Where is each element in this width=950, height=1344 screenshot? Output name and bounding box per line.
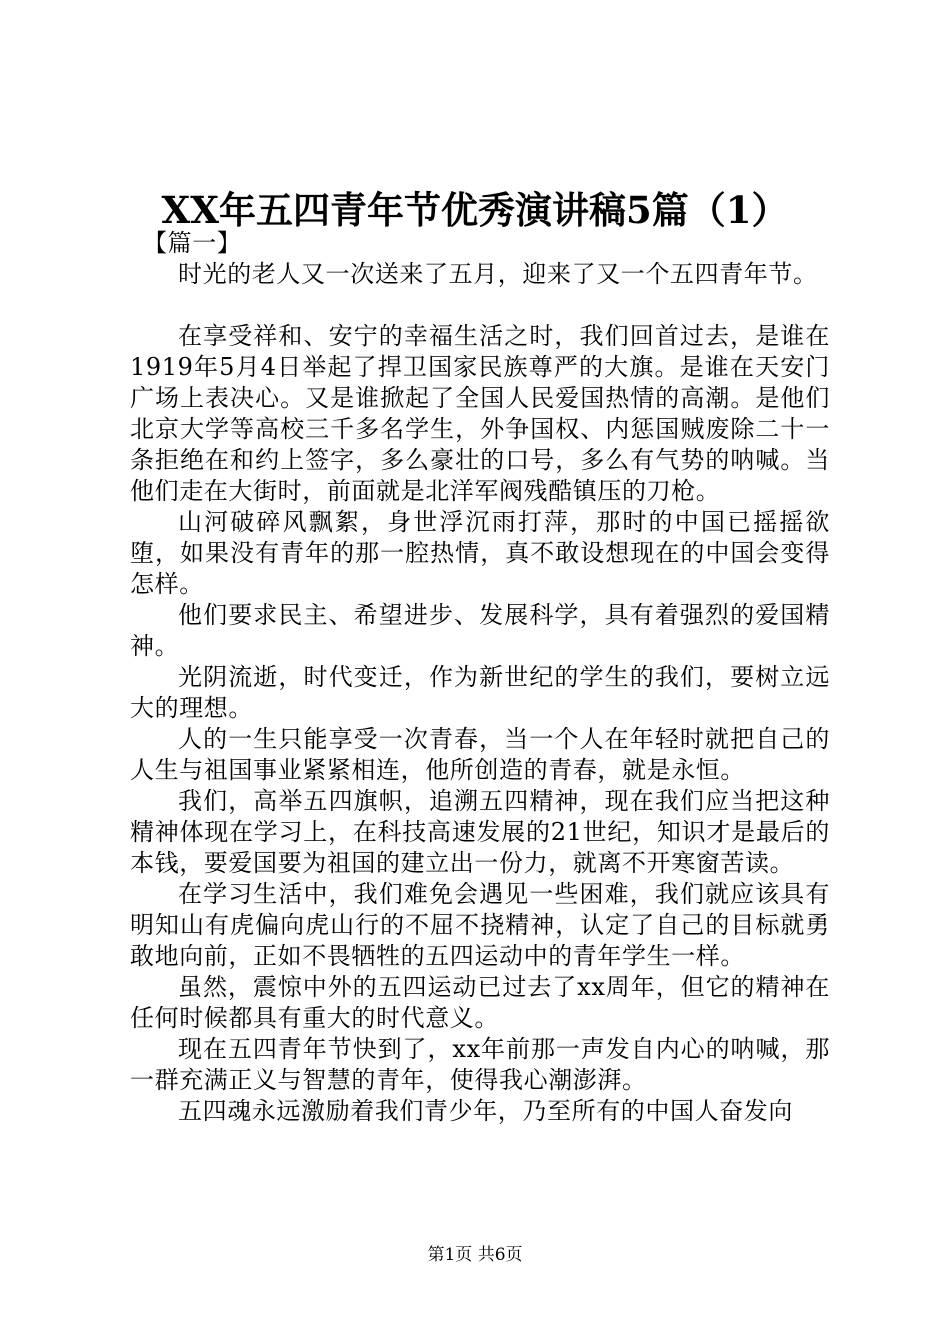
paragraph-7: 我们，高举五四旗帜，追溯五四精神，现在我们应当把这种精神体现在学习上，在科技高速发展的21世纪，知识才是最后的本钱，要爱国要为祖国的建立出一份力，就离不开寒窗苦读。 <box>130 787 830 877</box>
document-title: XX年五四青年节优秀演讲稿5篇（1） <box>161 188 789 232</box>
paragraph-10: 现在五四青年节快到了，xx年前那一声发自内心的呐喊，那一群充满正义与智慧的青年，使得我心潮澎湃。 <box>130 1035 830 1094</box>
paragraph-5: 光阴流逝，时代变迁，作为新世纪的学生的我们，要树立远大的理想。 <box>130 663 830 722</box>
page-indicator: 第1页 共6页 <box>427 1245 523 1265</box>
paragraph-9: 虽然，震惊中外的五四运动已过去了xx周年，但它的精神在任何时候都具有重大的时代意义。 <box>130 973 830 1032</box>
paragraph-spacer <box>130 290 830 321</box>
section-label: 【篇一】 <box>143 229 242 257</box>
page-footer <box>0 1244 950 1266</box>
paragraph-2: 在享受祥和、安宁的幸福生活之时，我们回首过去，是谁在1919年5月4日举起了捍卫国家民族尊严的大旗。是谁在天安门广场上表决心。又是谁掀起了全国人民爱国热情的高潮。是他们北京大学等高校三千多名学生，外争国权、内惩国贼废除二十一条拒绝在和约上签字，多么豪壮的口号，多么有气势的呐喊。当他们走在大街时，前面就是北洋军阀残酷镇压的刀枪。 <box>130 322 830 505</box>
paragraph-3: 山河破碎风飘絮，身世浮沉雨打萍，那时的中国已摇摇欲堕，如果没有青年的那一腔热情，真不敢设想现在的中国会变得怎样。 <box>130 508 830 598</box>
document-body <box>130 228 830 1127</box>
paragraph-11: 五四魂永远激励着我们青少年，乃至所有的中国人奋发向 <box>178 1097 793 1125</box>
paragraph-4: 他们要求民主、希望进步、发展科学，具有着强烈的爱国精神。 <box>130 601 830 660</box>
paragraph-1: 时光的老人又一次送来了五月，迎来了又一个五四青年节。 <box>178 260 818 288</box>
paragraph-6: 人的一生只能享受一次青春，当一个人在年轻时就把自己的人生与祖国事业紧紧相连，他所创造的青春，就是永恒。 <box>130 725 830 784</box>
paragraph-8: 在学习生活中，我们难免会遇见一些困难，我们就应该具有明知山有虎偏向虎山行的不屈不挠精神，认定了自己的目标就勇敢地向前，正如不畏牺牲的五四运动中的青年学生一样。 <box>130 880 830 970</box>
